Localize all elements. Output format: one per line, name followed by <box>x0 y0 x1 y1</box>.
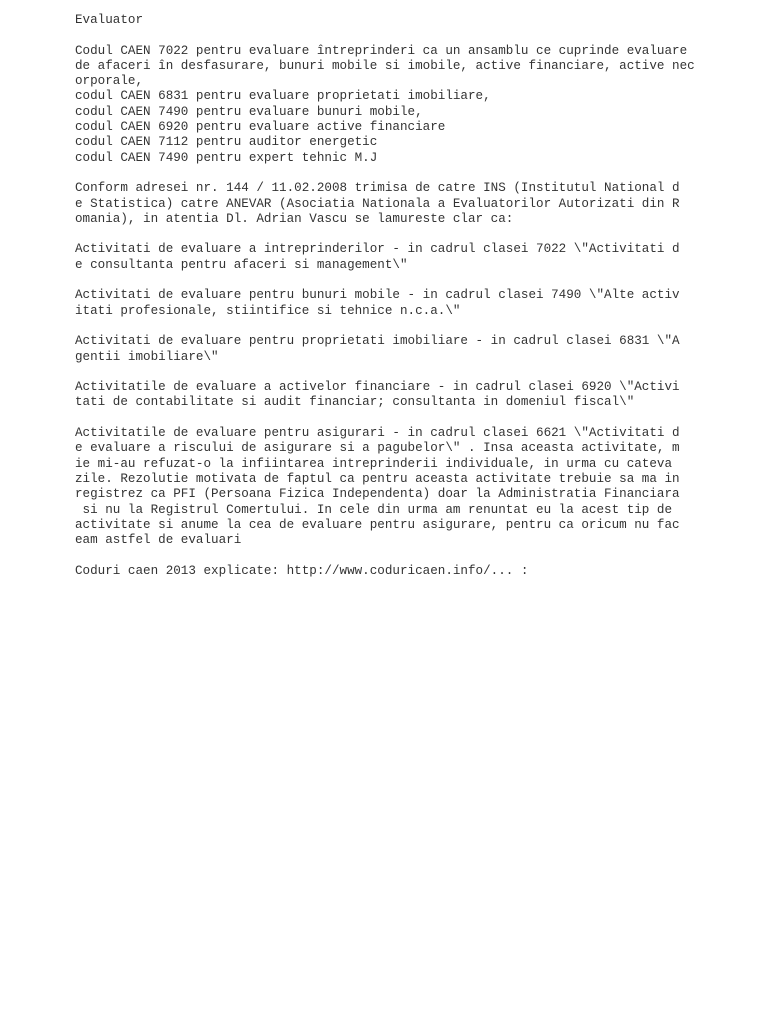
paragraph-spacer <box>75 319 695 334</box>
text-line: eam astfel de evaluari <box>75 533 242 548</box>
paragraph-spacer <box>75 548 695 563</box>
text-line: Activitati de evaluare pentru bunuri mobile - in cadrul clasei 7490 \"Alte activ <box>75 288 680 303</box>
text-line: de afaceri în desfasurare, bunuri mobile si imobile, active financiare, active nec <box>75 58 695 73</box>
text-line: codul CAEN 6831 pentru evaluare proprietati imobiliare, <box>75 89 491 104</box>
activity-enterprises-paragraph <box>75 242 695 273</box>
text-line: Activitati de evaluare pentru proprietati imobiliare - in cadrul clasei 6831 \"A <box>75 334 680 349</box>
text-line: Activitatile de evaluare a activelor financiare - in cadrul clasei 6920 \"Activi <box>75 380 680 395</box>
text-line: e Statistica) catre ANEVAR (Asociatia Nationala a Evaluatorilor Autorizati din R <box>75 196 680 211</box>
activity-movable-goods-paragraph <box>75 288 695 319</box>
paragraph-spacer <box>75 365 695 380</box>
document-body <box>75 13 695 579</box>
text-line: codul CAEN 7490 pentru evaluare bunuri mobile, <box>75 104 423 119</box>
paragraph-spacer <box>75 411 695 426</box>
activity-financial-assets-paragraph <box>75 380 695 411</box>
text-line: e consultanta pentru afaceri si management\" <box>75 257 408 272</box>
paragraph-spacer <box>75 28 695 43</box>
text-line: zile. Rezolutie motivata de faptul ca pentru aceasta activitate trebuie sa ma in <box>75 471 680 486</box>
text-line: registrez ca PFI (Persoana Fizica Independenta) doar la Administratia Financiara <box>75 487 680 502</box>
activity-insurance-paragraph <box>75 426 695 548</box>
ins-address-paragraph <box>75 181 695 227</box>
activity-real-estate-paragraph <box>75 334 695 365</box>
paragraph-spacer <box>75 273 695 288</box>
paragraph-spacer <box>75 166 695 181</box>
footer-link-line: Coduri caen 2013 explicate: http://www.coduricaen.info/... : <box>75 563 529 578</box>
text-line: e evaluare a riscului de asigurare si a pagubelor\" . Insa aceasta activitate, m <box>75 441 680 456</box>
text-line: tati de contabilitate si audit financiar; consultanta in domeniul fiscal\" <box>75 395 635 410</box>
text-line: codul CAEN 6920 pentru evaluare active financiare <box>75 120 446 135</box>
text-line: si nu la Registrul Comertului. In cele din urma am renuntat eu la acest tip de <box>75 502 673 517</box>
document-title: Evaluator <box>75 13 144 27</box>
text-line: Activitatile de evaluare pentru asigurari - in cadrul clasei 6621 \"Activitati d <box>75 426 680 441</box>
text-line: Activitati de evaluare a intreprinderilor - in cadrul clasei 7022 \"Activitati d <box>75 242 680 257</box>
text-line: orporale, <box>75 74 144 89</box>
text-line: activitate si anume la cea de evaluare pentru asigurare, pentru ca oricum nu fac <box>75 517 680 532</box>
text-line: codul CAEN 7112 pentru auditor energetic <box>75 135 378 150</box>
text-line: codul CAEN 7490 pentru expert tehnic M.J <box>75 150 378 165</box>
text-line: ie mi-au refuzat-o la infiintarea intreprinderii individuale, in urma cu cateva <box>75 456 673 471</box>
text-line: Codul CAEN 7022 pentru evaluare întreprinderi ca un ansamblu ce cuprinde evaluare <box>75 43 688 58</box>
paragraph-spacer <box>75 227 695 242</box>
text-line: Conform adresei nr. 144 / 11.02.2008 trimisa de catre INS (Institutul National d <box>75 181 680 196</box>
text-line: gentii imobiliare\" <box>75 349 219 364</box>
text-line: itati profesionale, stiintifice si tehnice n.c.a.\" <box>75 303 461 318</box>
caen-codes-paragraph <box>75 44 695 166</box>
text-line: omania), in atentia Dl. Adrian Vascu se lamureste clar ca: <box>75 211 514 226</box>
